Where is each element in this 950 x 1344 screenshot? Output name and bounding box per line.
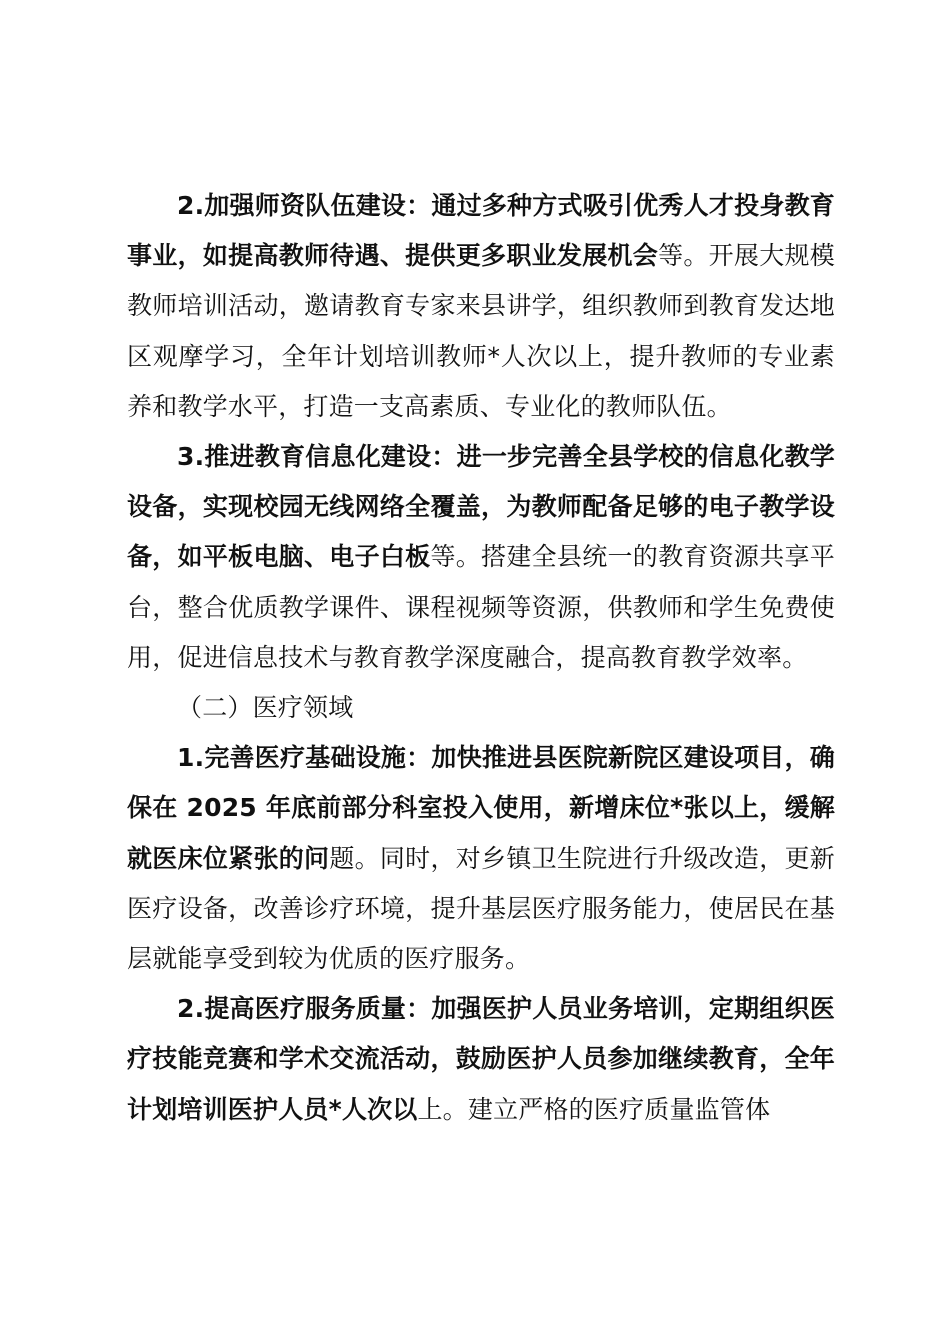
section-heading-text: （二）医疗领域 (177, 693, 354, 723)
section-heading-medical (127, 683, 835, 733)
paragraph-bold-lead: 3.推进教育信息化建设：进一步完善全县学校的信息化教学设备，实现校园无线网络全覆盖，为教师配备足够的电子教学设备，如平板电脑、电子白板 (127, 442, 835, 572)
paragraph-bold-lead: 1.完善医疗基础设施：加快推进县医院新院区建设项目，确保在 2025 年底前部分科室投入使用，新增床位*张以上，缓解就医床位紧张的问 (127, 743, 835, 873)
paragraph-medical-quality (127, 984, 835, 1135)
paragraph-medical-infrastructure (127, 733, 835, 984)
paragraph-bold-lead: 2.加强师资队伍建设：通过多种方式吸引优秀人才投身教育事业，如提高教师待遇、提供更多职业发展机会 (127, 191, 835, 271)
document-page (127, 181, 835, 1135)
paragraph-body-text: 等。开展大规模教师培训活动，邀请教育专家来县讲学，组织教师到教育发达地区观摩学习，全年计划培训教师*人次以上，提升教师的专业素养和教学水平，打造一支高素质、专业化的教师队伍。 (127, 241, 835, 421)
paragraph-body-text: 等。搭建全县统一的教育资源共享平台，整合优质教学课件、课程视频等资源，供教师和学生免费使用，促进信息技术与教育教学深度融合，提高教育教学效率。 (127, 542, 835, 672)
paragraph-bold-lead: 2.提高医疗服务质量：加强医护人员业务培训，定期组织医疗技能竞赛和学术交流活动，鼓励医护人员参加继续教育，全年计划培训医护人员*人次以 (127, 994, 835, 1124)
paragraph-teacher-team (127, 181, 835, 432)
paragraph-education-it (127, 432, 835, 683)
paragraph-body-text: 题。同时，对乡镇卫生院进行升级改造，更新医疗设备，改善诊疗环境，提升基层医疗服务能力，使居民在基层就能享受到较为优质的医疗服务。 (127, 843, 835, 974)
paragraph-body-text: 上。建立严格的医疗质量监管体 (417, 1094, 771, 1124)
